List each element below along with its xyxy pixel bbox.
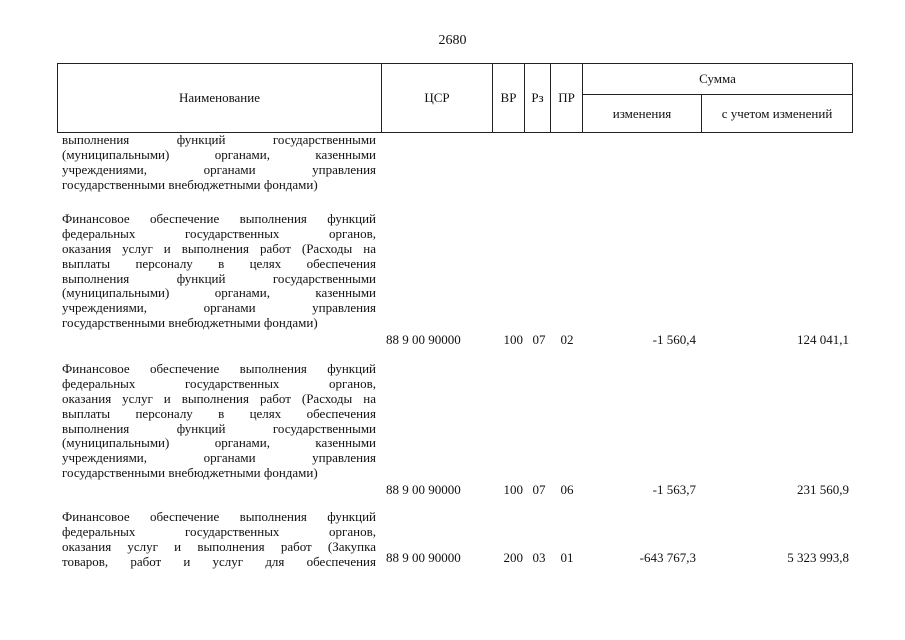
cell-total: 231 560,9 [797, 482, 849, 497]
table-row [62, 510, 852, 574]
header-name: Наименование [58, 64, 382, 132]
description-line: федеральных государственных органов, [62, 523, 376, 539]
row-description [62, 510, 376, 570]
cell-total: 124 041,1 [797, 332, 849, 347]
row-description [62, 362, 376, 481]
description-line: (муниципальными) органами, казенными [62, 146, 376, 162]
description-line: Финансовое обеспечение выполнения функций [62, 361, 376, 376]
row-description [62, 212, 376, 331]
header-change: изменения [583, 95, 702, 132]
cell-vr: 100 [503, 332, 523, 347]
description-line: выплаты персоналу в целях обеспечения [62, 405, 376, 421]
cell-csr: 88 9 00 90000 [386, 550, 461, 565]
header-total: с учетом изменений [721, 105, 833, 121]
description-line: оказания услуг и выполнения работ (Закупка [62, 538, 376, 554]
description-line: государственными внебюджетными фондами) [62, 176, 318, 192]
table-row [62, 362, 852, 497]
cell-csr: 88 9 00 90000 [386, 482, 461, 497]
table-row [62, 133, 852, 193]
cell-pr: 02 [560, 332, 574, 347]
cell-pr: 06 [560, 482, 574, 497]
description-line: оказания услуг и выполнения работ (Расходы на [62, 240, 376, 256]
cell-rz: 07 [532, 482, 546, 497]
description-line: федеральных государственных органов, [62, 375, 376, 391]
cell-rz: 03 [532, 550, 546, 565]
cell-vr: 200 [503, 550, 523, 565]
description-line: учреждениями, органами управления [62, 161, 376, 177]
description-line: федеральных государственных органов, [62, 225, 376, 241]
description-line: государственными внебюджетными фондами) [62, 465, 318, 481]
description-line: выплаты персоналу в целях обеспечения [62, 255, 376, 271]
description-line: товаров, работ и услуг для обеспечения [62, 553, 376, 569]
description-line: Финансовое обеспечение выполнения функций [62, 509, 376, 524]
cell-pr: 01 [560, 550, 574, 565]
description-line: выполнения функций государственными [62, 270, 376, 286]
table-row [62, 212, 852, 347]
description-line: государственными внебюджетными фондами) [62, 315, 318, 331]
description-line: оказания услуг и выполнения работ (Расходы на [62, 390, 376, 406]
description-line: Финансовое обеспечение выполнения функций [62, 211, 376, 226]
table-header [57, 63, 853, 133]
header-csr: ЦСР [382, 64, 493, 132]
description-line: выполнения функций государственными [62, 420, 376, 436]
header-vr: ВР [493, 64, 525, 132]
header-pr: ПР [551, 64, 583, 132]
cell-change: -643 767,3 [639, 550, 696, 565]
description-line: учреждениями, органами управления [62, 450, 376, 466]
cell-total: 5 323 993,8 [787, 550, 849, 565]
description-line: (муниципальными) органами, казенными [62, 435, 376, 451]
description-line: (муниципальными) органами, казенными [62, 285, 376, 301]
row-description [62, 133, 376, 193]
page-number: 2680 [438, 33, 467, 48]
cell-change: -1 563,7 [652, 482, 696, 497]
cell-rz: 07 [532, 332, 546, 347]
header-sum: Сумма [583, 64, 852, 95]
cell-change: -1 560,4 [652, 332, 696, 347]
description-line: выполнения функций государственными [62, 132, 376, 147]
cell-csr: 88 9 00 90000 [386, 332, 461, 347]
description-line: учреждениями, органами управления [62, 300, 376, 316]
header-rz: Рз [525, 64, 551, 132]
cell-vr: 100 [503, 482, 523, 497]
